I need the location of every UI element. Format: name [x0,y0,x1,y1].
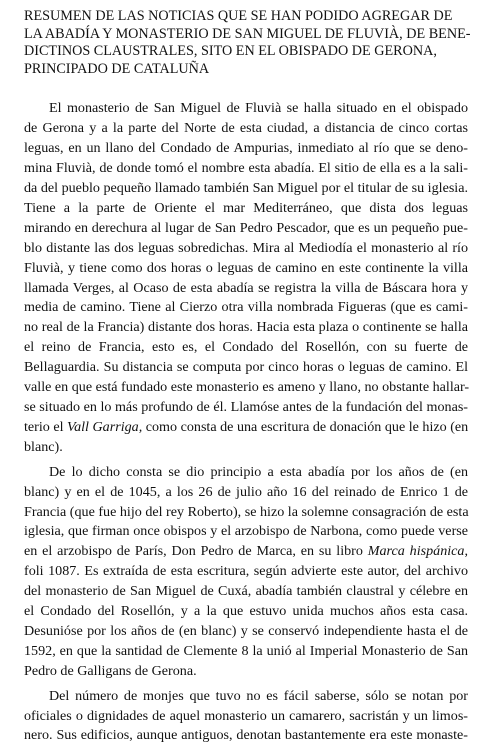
paragraph-line-text: terio el [24,418,68,435]
paragraph-1 [24,99,468,457]
paragraph-line: Tiene a la parte de Oriente el mar Mediterráneo, que dista dos leguas [24,199,468,216]
paragraph-line: mina Fluvià, de donde tomó el nombre esta abadía. El sitio de ella es a la sali- [24,160,468,177]
paragraph-line: De lo dicho consta se dio principio a esta abadía por los años de (en [49,463,468,480]
paragraph-line: de Gerona y a la parte del Norte de esta ciudad, a distancia de cinco cortas [24,120,468,137]
paragraph-line: llamada Verges, al Ocaso de esta abadía se registra la villa de Báscara hora y [24,279,468,296]
paragraph-line: oficiales o dignidades de aquel monasterio un camarero, sacristán y un limos- [24,707,468,724]
paragraph-line: Pedro de Galligans de Gerona. [24,662,197,679]
paragraph-line: leguas, en un llano del Condado de Ampurias, inmediato al río que se deno- [24,140,468,157]
document-page [24,8,471,746]
document-heading [24,8,471,78]
paragraph-line: da del pueblo pequeño llamado también San Miguel por el titular de su iglesia. [24,180,468,196]
heading-line: RESUMEN DE LAS NOTICIAS QUE SE HAN PODIDO AGREGAR DE [24,8,453,24]
paragraph-line: media de camino. Tiene al Cierzo otra villa nombrada Figueras (que es cami- [24,299,468,316]
paragraph-line: blo distante las dos leguas sobredichas. Mira al Mediodía el monasterio al río [24,239,468,256]
paragraph-2 [24,463,468,682]
paragraph-line: Del número de monjes que tuvo no es fácil saberse, sólo se notan por [49,687,468,704]
paragraph-line: foli 1087. Es extraída de esta escritura, según advierte este autor, del archivo [24,563,468,580]
document-body [24,99,468,746]
paragraph-line: blanc). [24,438,63,455]
paragraph-line: Desunióse por los años de (en blanc) y se conservó independiente hasta el de [24,622,468,639]
heading-line: DICTINOS CLAUSTRALES, SITO EN EL OBISPADO DE GERONA, [24,43,437,60]
paragraph-line [24,418,468,438]
paragraph-line-text: (en [450,418,469,435]
paragraph-line: Bellaguardia. Su distancia se computa por cinco horas o leguas de camino. El [24,359,468,376]
paragraph-line: no real de la Francia) distante dos horas. Hacia esta plaza o continente se halla [24,319,468,336]
paragraph-line: valle en que está fundado este monasterio es ameno y llano, no obstante hallar- [24,379,470,396]
paragraph-line-text: , [464,543,468,560]
heading-line: PRINCIPADO DE CATALUÑA [24,60,210,77]
paragraph-line: el reino de Francia, esto es, el Condado del Rosellón, con su fuerte de [24,339,468,356]
italic-title: Marca hispánica [367,543,465,560]
paragraph-3 [24,687,468,746]
paragraph-line: se situado en lo más profundo de él. Llamóse antes de la fundación del monas- [24,398,468,415]
paragraph-line: el Condado del Rosellón, y a la que estuvo unida muchos años esta casa. [24,603,468,620]
italic-title: Vall Garriga, [67,418,143,435]
heading-line: LA ABADÍA Y MONASTERIO DE SAN MIGUEL DE FLUVIÀ, DE BENE- [24,25,471,42]
paragraph-line: Francia (que fue hijo del rey Roberto), se hizo la solemne consagración de esta [24,503,469,520]
paragraph-line: nero. Sus edificios, aunque antiguos, denotan bastantemente era este monaste- [24,727,468,744]
paragraph-line: del monasterio de San Miguel de Cuxá, abadía también claustral y célebre en [24,583,468,600]
paragraph-line: mirando en derechura al lugar de San Pedro Pescador, que es un pequeño pue- [24,219,468,236]
paragraph-line: Fluvià, y tiene como dos horas o leguas de camino en este continente la villa [24,259,468,276]
paragraph-line: 1592, en que la santidad de Clemente 8 la unió al Imperial Monasterio de San [24,642,468,659]
paragraph-line: El monasterio de San Miguel de Fluvià se halla situado en el obispado [49,100,468,117]
paragraph-line: blanc) y en el de 1045, a los 26 de julio año 16 del reinado de Enrico 1 de [24,483,468,500]
paragraph-line [24,542,468,562]
paragraph-line: iglesia, que firman once obispos y el arzobispo de Narbona, como puede verse [24,523,468,540]
paragraph-line-text: como consta de una escritura de donación que le hizo [142,418,447,435]
paragraph-line-text: en el arzobispo de París, Don Pedro de Marca, en su libro [24,543,368,560]
